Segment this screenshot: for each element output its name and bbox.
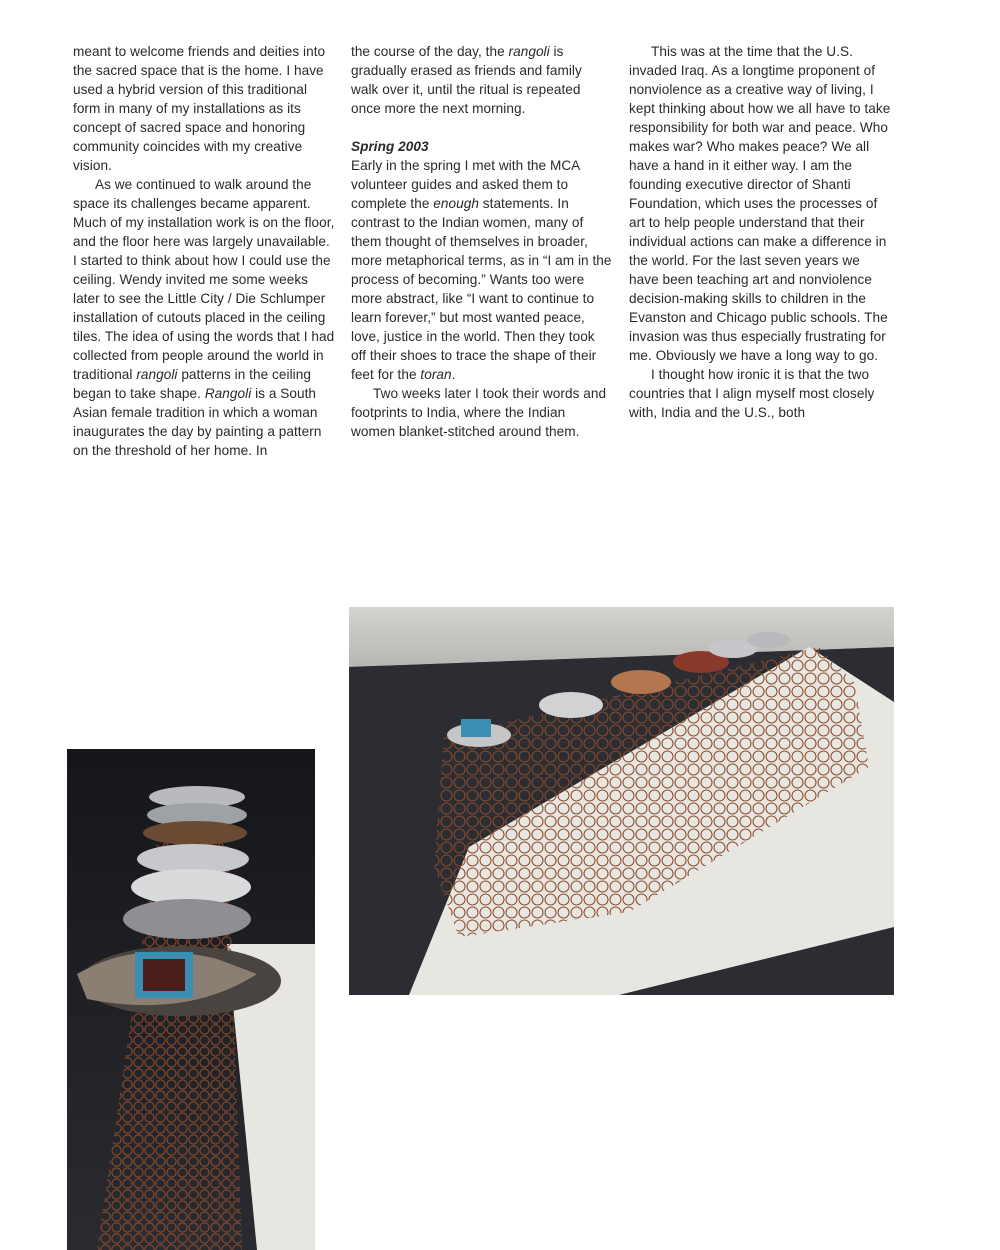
installation-photo-angled <box>349 607 894 995</box>
paragraph: the course of the day, the rangoli is gradually erased as friends and family walk over it, until the ritual is repeated once more the next morning. <box>351 44 582 116</box>
text-column-2 <box>351 42 613 441</box>
installation-photo-vertical <box>67 749 315 1250</box>
paragraph: meant to welcome friends and deities into the sacred space that is the home. I have used a hybrid version of this traditional form in many of my installations as its concept of sacred space and honoring community coincides with my creative vision. <box>73 44 326 173</box>
section-heading: Spring 2003 <box>351 139 429 154</box>
paragraph: As we continued to walk around the space its challenges became apparent. Much of my installation work is on the floor, and the floor here was largely unavailable. I started to think about how I could use the ceiling. Wendy invited me some weeks later to see the Little City / Die Schlumper installation of cutouts placed in the ceiling tiles. The idea of using the words that I had collected from people around the world in traditional rangoli patterns in the ceiling began to take shape. Rangoli is a South Asian female tradition in which a woman inaugurates the day by painting a pattern on the threshold of her home. In <box>73 177 335 458</box>
paragraph: Two weeks later I took their words and footprints to India, where the Indian women blanket-stitched around them. <box>351 386 607 439</box>
text-column-3 <box>629 42 891 422</box>
paragraph: I thought how ironic it is that the two countries that I align myself most closely with, India and the U.S., both <box>629 367 875 420</box>
paragraph: Early in the spring I met with the MCA volunteer guides and asked them to complete the enough statements. In contrast to the Indian women, many of them thought of themselves in broader, more metaphorical terms, as in “I am in the process of becoming.” Wants too were more abstract, like “I want to continue to learn forever,” but most wanted peace, love, justice in the world. Then they took off their shoes to trace the shape of their feet for the toran. <box>351 158 612 382</box>
paragraph: This was at the time that the U.S. invaded Iraq. As a longtime proponent of nonviolence as a creative way of living, I kept thinking about how we all have to take responsibility for both war and peace. Who makes war? Who makes peace? We all have a hand in it either way. I am the founding executive director of Shanti Foundation, which uses the processes of art to help people understand that their individual actions can make a difference in the world. For the last seven years we have been teaching art and nonviolence decision-making skills to children in the Evanston and Chicago public schools. The invasion was thus especially frustrating for me. Obviously we have a long way to go. <box>629 44 891 363</box>
text-column-1 <box>73 42 335 460</box>
